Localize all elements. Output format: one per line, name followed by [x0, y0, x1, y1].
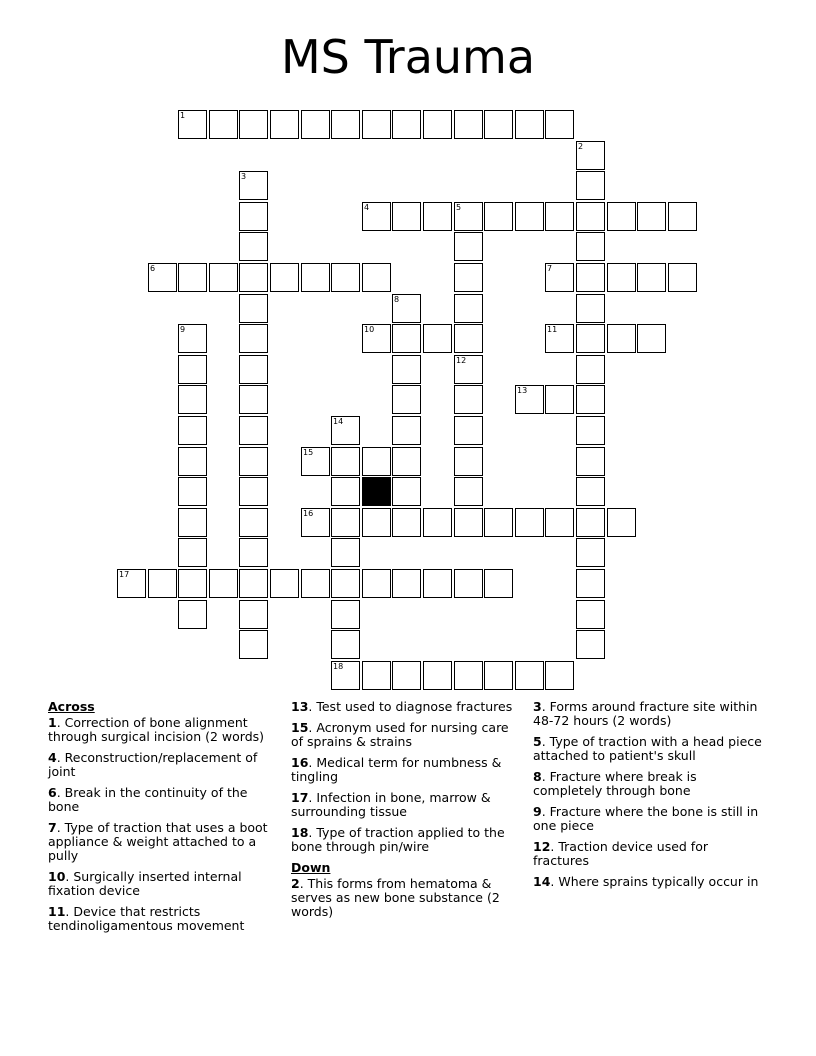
- clue-column-2: [291, 700, 521, 926]
- grid-cell[interactable]: [148, 569, 177, 598]
- grid-cell[interactable]: [576, 202, 605, 231]
- grid-cell[interactable]: [178, 569, 207, 598]
- grid-cell[interactable]: [209, 263, 238, 292]
- grid-cell[interactable]: [239, 538, 268, 567]
- grid-cell[interactable]: [423, 324, 452, 353]
- clue-number: 6: [150, 264, 156, 273]
- grid-cell[interactable]: [331, 569, 360, 598]
- grid-cell[interactable]: [392, 508, 421, 537]
- grid-cell[interactable]: [454, 232, 483, 261]
- grid-cell[interactable]: [515, 661, 544, 690]
- clue-across-15: 15. Acronym used for nursing care of sprains & strains: [291, 720, 509, 749]
- grid-cell[interactable]: [239, 416, 268, 445]
- grid-cell[interactable]: [239, 171, 268, 200]
- clue-number: 16: [303, 509, 314, 518]
- grid-cell[interactable]: [392, 661, 421, 690]
- clue-number: 17: [119, 570, 130, 579]
- grid-cell[interactable]: [454, 569, 483, 598]
- grid-cell[interactable]: [576, 477, 605, 506]
- clue-number: 3: [241, 172, 247, 181]
- clue-number: 1: [180, 111, 186, 120]
- grid-cell[interactable]: [576, 141, 605, 170]
- grid-cell[interactable]: [576, 447, 605, 476]
- grid-cell[interactable]: [239, 232, 268, 261]
- clue-across-6: 6. Break in the continuity of the bone: [48, 785, 248, 814]
- grid-cell[interactable]: [331, 416, 360, 445]
- clue-number: 10: [364, 325, 375, 334]
- grid-cell[interactable]: [392, 385, 421, 414]
- grid-cell[interactable]: [515, 202, 544, 231]
- grid-cell[interactable]: [545, 263, 574, 292]
- grid-cell[interactable]: [209, 569, 238, 598]
- clue-number: 13: [517, 386, 528, 395]
- grid-cell[interactable]: [301, 110, 330, 139]
- grid-cell[interactable]: [637, 324, 666, 353]
- grid-cell[interactable]: [607, 263, 636, 292]
- clue-across-17: 17. Infection in bone, marrow & surrounding tissue: [291, 790, 491, 819]
- clue-number: 9: [180, 325, 186, 334]
- grid-cell[interactable]: [362, 569, 391, 598]
- grid-cell[interactable]: [178, 355, 207, 384]
- grid-cell[interactable]: [545, 202, 574, 231]
- clue-number: 5: [456, 203, 462, 212]
- grid-cell[interactable]: [576, 630, 605, 659]
- grid-cell[interactable]: [423, 202, 452, 231]
- grid-cell[interactable]: [178, 477, 207, 506]
- grid-cell[interactable]: [178, 385, 207, 414]
- grid-cell[interactable]: [637, 202, 666, 231]
- clue-column-1: [48, 700, 280, 940]
- grid-cell[interactable]: [392, 110, 421, 139]
- down-heading: Down: [291, 860, 331, 875]
- grid-cell[interactable]: [239, 569, 268, 598]
- grid-cell[interactable]: [392, 202, 421, 231]
- grid-cell[interactable]: [301, 263, 330, 292]
- clue-column-3: [533, 700, 763, 896]
- grid-cell[interactable]: [545, 110, 574, 139]
- clue-down-8: 8. Fracture where break is completely through bone: [533, 769, 697, 798]
- grid-cell[interactable]: [423, 661, 452, 690]
- grid-cell[interactable]: [239, 447, 268, 476]
- grid-cell[interactable]: [331, 477, 360, 506]
- grid-cell[interactable]: [392, 447, 421, 476]
- grid-cell[interactable]: [454, 110, 483, 139]
- grid-cell[interactable]: [576, 294, 605, 323]
- clue-number: 15: [303, 448, 314, 457]
- grid-cell[interactable]: [607, 324, 636, 353]
- grid-cell[interactable]: [270, 110, 299, 139]
- grid-cell[interactable]: [239, 110, 268, 139]
- grid-cell[interactable]: [331, 508, 360, 537]
- grid-cell[interactable]: [362, 202, 391, 231]
- grid-cell[interactable]: [454, 508, 483, 537]
- clue-number: 7: [547, 264, 553, 273]
- clue-down-3: 3. Forms around fracture site within 48-72 hours (2 words): [533, 699, 758, 728]
- grid-cell[interactable]: [637, 263, 666, 292]
- grid-cell[interactable]: [392, 294, 421, 323]
- grid-cell[interactable]: [362, 447, 391, 476]
- grid-cell[interactable]: [239, 600, 268, 629]
- clue-across-18: 18. Type of traction applied to the bone through pin/wire: [291, 825, 505, 854]
- clue-down-14: 14. Where sprains typically occur in: [533, 874, 759, 889]
- grid-cell[interactable]: [392, 324, 421, 353]
- grid-cell[interactable]: [178, 447, 207, 476]
- grid-cell[interactable]: [576, 171, 605, 200]
- grid-cell[interactable]: [178, 600, 207, 629]
- grid-cell[interactable]: [178, 263, 207, 292]
- grid-cell[interactable]: [239, 508, 268, 537]
- grid-cell[interactable]: [362, 263, 391, 292]
- grid-cell[interactable]: [484, 569, 513, 598]
- grid-cell[interactable]: [576, 569, 605, 598]
- grid-cell[interactable]: [668, 202, 697, 231]
- grid-cell[interactable]: [239, 294, 268, 323]
- grid-cell[interactable]: [454, 416, 483, 445]
- clue-across-11: 11. Device that restricts tendinoligamentous movement: [48, 904, 245, 933]
- grid-cell[interactable]: [484, 110, 513, 139]
- grid-cell[interactable]: [362, 110, 391, 139]
- grid-cell[interactable]: [301, 447, 330, 476]
- grid-cell[interactable]: [423, 508, 452, 537]
- grid-cell[interactable]: [178, 110, 207, 139]
- puzzle-title: MS Trauma: [280, 30, 536, 84]
- grid-cell[interactable]: [331, 110, 360, 139]
- grid-cell[interactable]: [454, 355, 483, 384]
- grid-cell[interactable]: [576, 600, 605, 629]
- grid-cell[interactable]: [392, 416, 421, 445]
- grid-cell[interactable]: [239, 202, 268, 231]
- grid-cell[interactable]: [454, 263, 483, 292]
- grid-cell[interactable]: [117, 569, 146, 598]
- clue-across-13: 13. Test used to diagnose fractures: [291, 699, 513, 714]
- grid-cell[interactable]: [607, 202, 636, 231]
- grid-cell[interactable]: [239, 385, 268, 414]
- grid-cell[interactable]: [239, 630, 268, 659]
- grid-cell[interactable]: [423, 110, 452, 139]
- grid-cell[interactable]: [576, 385, 605, 414]
- grid-cell[interactable]: [454, 324, 483, 353]
- grid-cell[interactable]: [178, 416, 207, 445]
- grid-cell[interactable]: [454, 447, 483, 476]
- grid-cell[interactable]: [270, 569, 299, 598]
- grid-cell[interactable]: [607, 508, 636, 537]
- grid-cell[interactable]: [331, 538, 360, 567]
- grid-cell[interactable]: [362, 508, 391, 537]
- grid-cell[interactable]: [270, 263, 299, 292]
- grid-cell[interactable]: [331, 263, 360, 292]
- clue-across-10: 10. Surgically inserted internal fixation device: [48, 869, 242, 898]
- grid-cell[interactable]: [454, 294, 483, 323]
- grid-cell[interactable]: [576, 416, 605, 445]
- clue-number: 4: [364, 203, 370, 212]
- grid-cell[interactable]: [392, 477, 421, 506]
- grid-cell[interactable]: [301, 508, 330, 537]
- clue-down-2: 2. This forms from hematoma & serves as new bone substance (2 words): [291, 876, 500, 919]
- grid-cell[interactable]: [545, 661, 574, 690]
- clue-down-9: 9. Fracture where the bone is still in one piece: [533, 804, 759, 833]
- clue-across-1: 1. Correction of bone alignment through surgical incision (2 words): [48, 715, 265, 744]
- grid-cell[interactable]: [515, 110, 544, 139]
- grid-cell[interactable]: [484, 202, 513, 231]
- grid-cell[interactable]: [545, 508, 574, 537]
- grid-cell[interactable]: [392, 569, 421, 598]
- grid-cell[interactable]: [331, 661, 360, 690]
- grid-cell[interactable]: [301, 569, 330, 598]
- clue-across-16: 16. Medical term for numbness & tingling: [291, 755, 502, 784]
- clue-down-12: 12. Traction device used for fractures: [533, 839, 708, 868]
- grid-cell[interactable]: [454, 661, 483, 690]
- grid-cell[interactable]: [576, 324, 605, 353]
- grid-cell[interactable]: [484, 661, 513, 690]
- clue-down-5: 5. Type of traction with a head piece attached to patient's skull: [533, 734, 762, 763]
- grid-cell[interactable]: [331, 447, 360, 476]
- grid-cell[interactable]: [362, 324, 391, 353]
- grid-cell[interactable]: [178, 538, 207, 567]
- grid-cell[interactable]: [178, 324, 207, 353]
- grid-cell[interactable]: [454, 202, 483, 231]
- grid-cell[interactable]: [423, 569, 452, 598]
- grid-cell[interactable]: [454, 477, 483, 506]
- grid-cell[interactable]: [239, 355, 268, 384]
- grid-block-cell: [362, 477, 391, 506]
- grid-cell[interactable]: [576, 263, 605, 292]
- grid-cell[interactable]: [576, 538, 605, 567]
- grid-cell[interactable]: [515, 508, 544, 537]
- clue-number: 11: [547, 325, 558, 334]
- grid-cell[interactable]: [545, 385, 574, 414]
- grid-cell[interactable]: [239, 324, 268, 353]
- grid-cell[interactable]: [576, 232, 605, 261]
- grid-cell[interactable]: [392, 355, 421, 384]
- grid-cell[interactable]: [239, 477, 268, 506]
- clue-number: 18: [333, 662, 344, 671]
- grid-cell[interactable]: [576, 355, 605, 384]
- grid-cell[interactable]: [362, 661, 391, 690]
- grid-cell[interactable]: [545, 324, 574, 353]
- clue-across-7: 7. Type of traction that uses a boot appliance & weight attached to a pully: [48, 820, 268, 863]
- clue-number: 8: [394, 295, 400, 304]
- grid-cell[interactable]: [148, 263, 177, 292]
- clue-number: 2: [578, 142, 584, 151]
- grid-cell[interactable]: [331, 600, 360, 629]
- clue-number: 12: [456, 356, 467, 365]
- grid-cell[interactable]: [454, 385, 483, 414]
- grid-cell[interactable]: [209, 110, 238, 139]
- grid-cell[interactable]: [178, 508, 207, 537]
- clue-number: 14: [333, 417, 344, 426]
- grid-cell[interactable]: [239, 263, 268, 292]
- across-heading: Across: [48, 699, 95, 714]
- clue-across-4: 4. Reconstruction/replacement of joint: [48, 750, 258, 779]
- grid-cell[interactable]: [331, 630, 360, 659]
- grid-cell[interactable]: [576, 508, 605, 537]
- grid-cell[interactable]: [668, 263, 697, 292]
- grid-cell[interactable]: [515, 385, 544, 414]
- grid-cell[interactable]: [484, 508, 513, 537]
